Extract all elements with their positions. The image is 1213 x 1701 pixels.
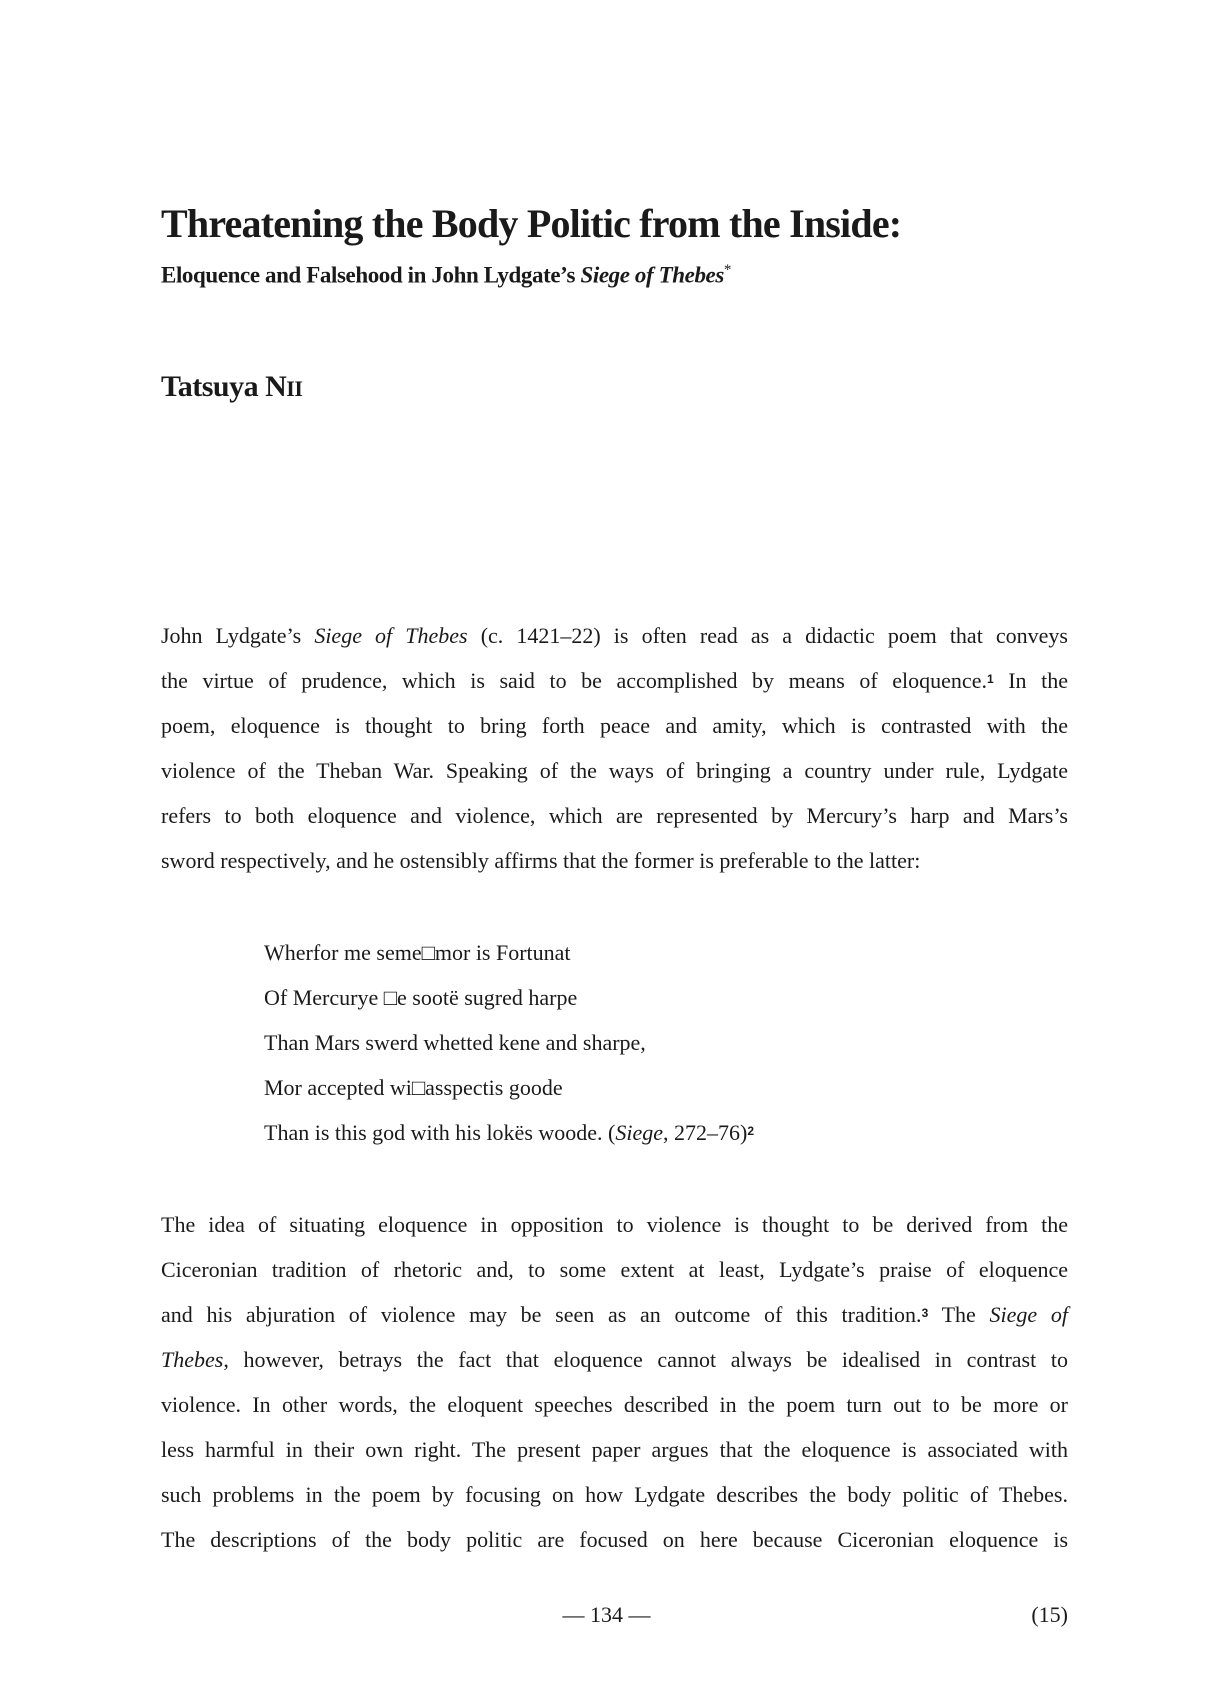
para1-line: poem, eloquence is thought to bring forth peace and amity, which is contrasted with the bbox=[161, 713, 1068, 738]
text-italic: Siege of Thebes bbox=[314, 623, 468, 648]
author-smallcaps: II bbox=[286, 376, 303, 401]
footnote-ref[interactable]: 3 bbox=[921, 1306, 929, 1320]
subtitle-text: Eloquence and Falsehood in John Lydgate’s bbox=[161, 262, 581, 288]
footnote-ref[interactable]: 1 bbox=[986, 672, 994, 686]
text: , however, betrays the fact that eloquence cannot always be idealised in contrast to bbox=[223, 1347, 1068, 1372]
footnote-ref[interactable]: 2 bbox=[747, 1124, 755, 1138]
text: the virtue of prudence, which is said to be accomplished by means of eloquence. bbox=[161, 668, 987, 693]
para2-line: Ciceronian tradition of rhetoric and, to some extent at least, Lydgate’s praise of eloquence bbox=[161, 1257, 1068, 1282]
poem-line: Of Mercurye □e sootë sugred harpe bbox=[264, 985, 578, 1010]
text-italic: Siege of bbox=[989, 1302, 1068, 1327]
para1-line: refers to both eloquence and violence, which are represented by Mercury’s harp and Mars’s bbox=[161, 803, 1068, 828]
para1-line bbox=[161, 668, 1068, 694]
text: The bbox=[928, 1302, 990, 1327]
poem-line: Mor accepted wi□asspectis goode bbox=[264, 1075, 563, 1100]
author-first: Tatsuya N bbox=[161, 370, 287, 403]
para2-line: The descriptions of the body politic are focused on here because Ciceronian eloquence is bbox=[161, 1527, 1068, 1552]
para2-line bbox=[161, 1347, 1068, 1373]
text: In the bbox=[993, 668, 1068, 693]
page-number: — 134 — bbox=[562, 1602, 651, 1627]
paper-title: Threatening the Body Politic from the Inside: bbox=[161, 201, 902, 246]
poem-line: Wherfor me seme□mor is Fortunat bbox=[264, 940, 571, 965]
para1-line bbox=[161, 623, 1068, 649]
para2-line: such problems in the poem by focusing on how Lydgate describes the body politic of Thebes. bbox=[161, 1482, 1068, 1507]
text: and his abjuration of violence may be seen as an outcome of this tradition. bbox=[161, 1302, 922, 1327]
serial-page-number: (15) bbox=[1031, 1602, 1068, 1627]
para2-line: less harmful in their own right. The present paper argues that the eloquence is associated with bbox=[161, 1437, 1068, 1462]
text: John Lydgate’s bbox=[161, 623, 315, 648]
paper-subtitle bbox=[161, 262, 731, 289]
poem-line: Than Mars swerd whetted kene and sharpe, bbox=[264, 1030, 646, 1055]
subtitle-italic: Siege of Thebes bbox=[580, 262, 724, 288]
para1-line: sword respectively, and he ostensibly affirms that the former is preferable to the latter: bbox=[161, 848, 921, 873]
para2-line bbox=[161, 1302, 1068, 1328]
title-footnote-mark: * bbox=[723, 262, 732, 278]
text: Than is this god with his lokës woode. ( bbox=[264, 1120, 616, 1145]
para2-line: violence. In other words, the eloquent speeches described in the poem turn out to be more or bbox=[161, 1392, 1068, 1417]
poem-line bbox=[264, 1120, 754, 1146]
author-name bbox=[161, 370, 302, 404]
text: (c. 1421–22) is often read as a didactic poem that conveys bbox=[467, 623, 1068, 648]
text-italic: Thebes bbox=[161, 1347, 224, 1372]
para2-line: The idea of situating eloquence in opposition to violence is thought to be derived from the bbox=[161, 1212, 1068, 1237]
text-italic: Siege bbox=[615, 1120, 664, 1145]
text: , 272–76) bbox=[663, 1120, 748, 1145]
para1-line: violence of the Theban War. Speaking of the ways of bringing a country under rule, Lydgate bbox=[161, 758, 1068, 783]
